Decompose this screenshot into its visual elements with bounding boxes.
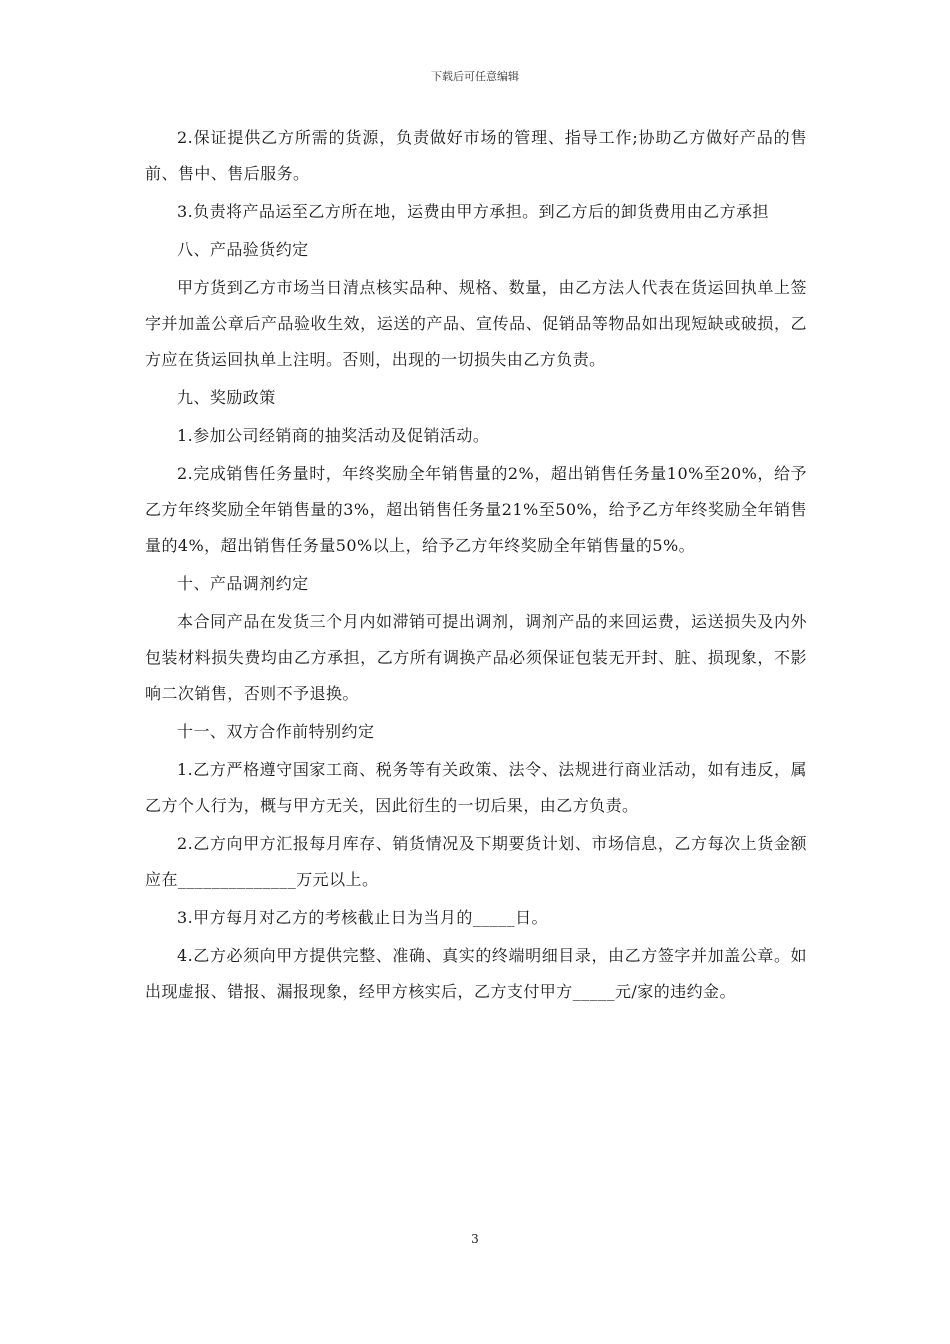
paragraph-compliance: 1.乙方严格遵守国家工商、税务等有关政策、法令、法规进行商业活动，如有违反，属乙方个人行为，概与甲方无关，因此衍生的一切后果，由乙方负责。 [145,760,807,815]
paragraph-monthly-report: 2.乙方向甲方汇报每月库存、销货情况及下期要货计划、市场信息，乙方每次上货金额应在______________万元以上。 [145,834,807,889]
paragraph-reward-tiers: 2.完成销售任务量时，年终奖励全年销售量的2%，超出销售任务量10%至20%，给予乙方年终奖励全年销售量的3%，超出销售任务量21%至50%，给予乙方年终奖励全年销售量的4%，超出销售任务量50%以上，给予乙方年终奖励全年销售量的5%。 [145,464,807,555]
page-header: 下载后可任意编辑 [431,70,519,83]
section-heading-inspection: 八、产品验货约定 [177,240,309,259]
section-heading-adjustment: 十、产品调剂约定 [177,574,309,593]
paragraph-assessment-date: 3.甲方每月对乙方的考核截止日为当月的_____日。 [177,908,548,927]
paragraph-reward-lottery: 1.参加公司经销商的抽奖活动及促销活动。 [177,426,490,445]
paragraph-inspection: 甲方货到乙方市场当日清点核实品种、规格、数量，由乙方法人代表在货运回执单上签字并加盖公章后产品验收生效，运送的产品、宣传品、促销品等物品如出现短缺或破损，乙方应在货运回执单上注明。否则，出现的一切损失由乙方负责。 [145,278,807,369]
paragraph-terminal-list: 4.乙方必须向甲方提供完整、准确、真实的终端明细目录，由乙方签字并加盖公章。如出现虚报、错报、漏报现象，经甲方核实后，乙方支付甲方_____元/家的违约金。 [145,946,807,1001]
page-number: 3 [471,1232,479,1246]
document-body [145,120,807,1012]
section-heading-rewards: 九、奖励政策 [177,388,276,407]
section-heading-special-terms: 十一、双方合作前特别约定 [177,722,375,741]
paragraph-adjustment: 本合同产品在发货三个月内如滞销可提出调剂，调剂产品的来回运费，运送损失及内外包装材料损失费均由乙方承担，乙方所有调换产品必须保证包装无开封、脏、损现象，不影响二次销售，否则不予退换。 [145,612,807,703]
paragraph-supply-guarantee: 2.保证提供乙方所需的货源，负责做好市场的管理、指导工作;协助乙方做好产品的售前、售中、售后服务。 [145,128,807,183]
paragraph-transport-cost: 3.负责将产品运至乙方所在地，运费由甲方承担。到乙方后的卸货费用由乙方承担 [177,202,769,221]
